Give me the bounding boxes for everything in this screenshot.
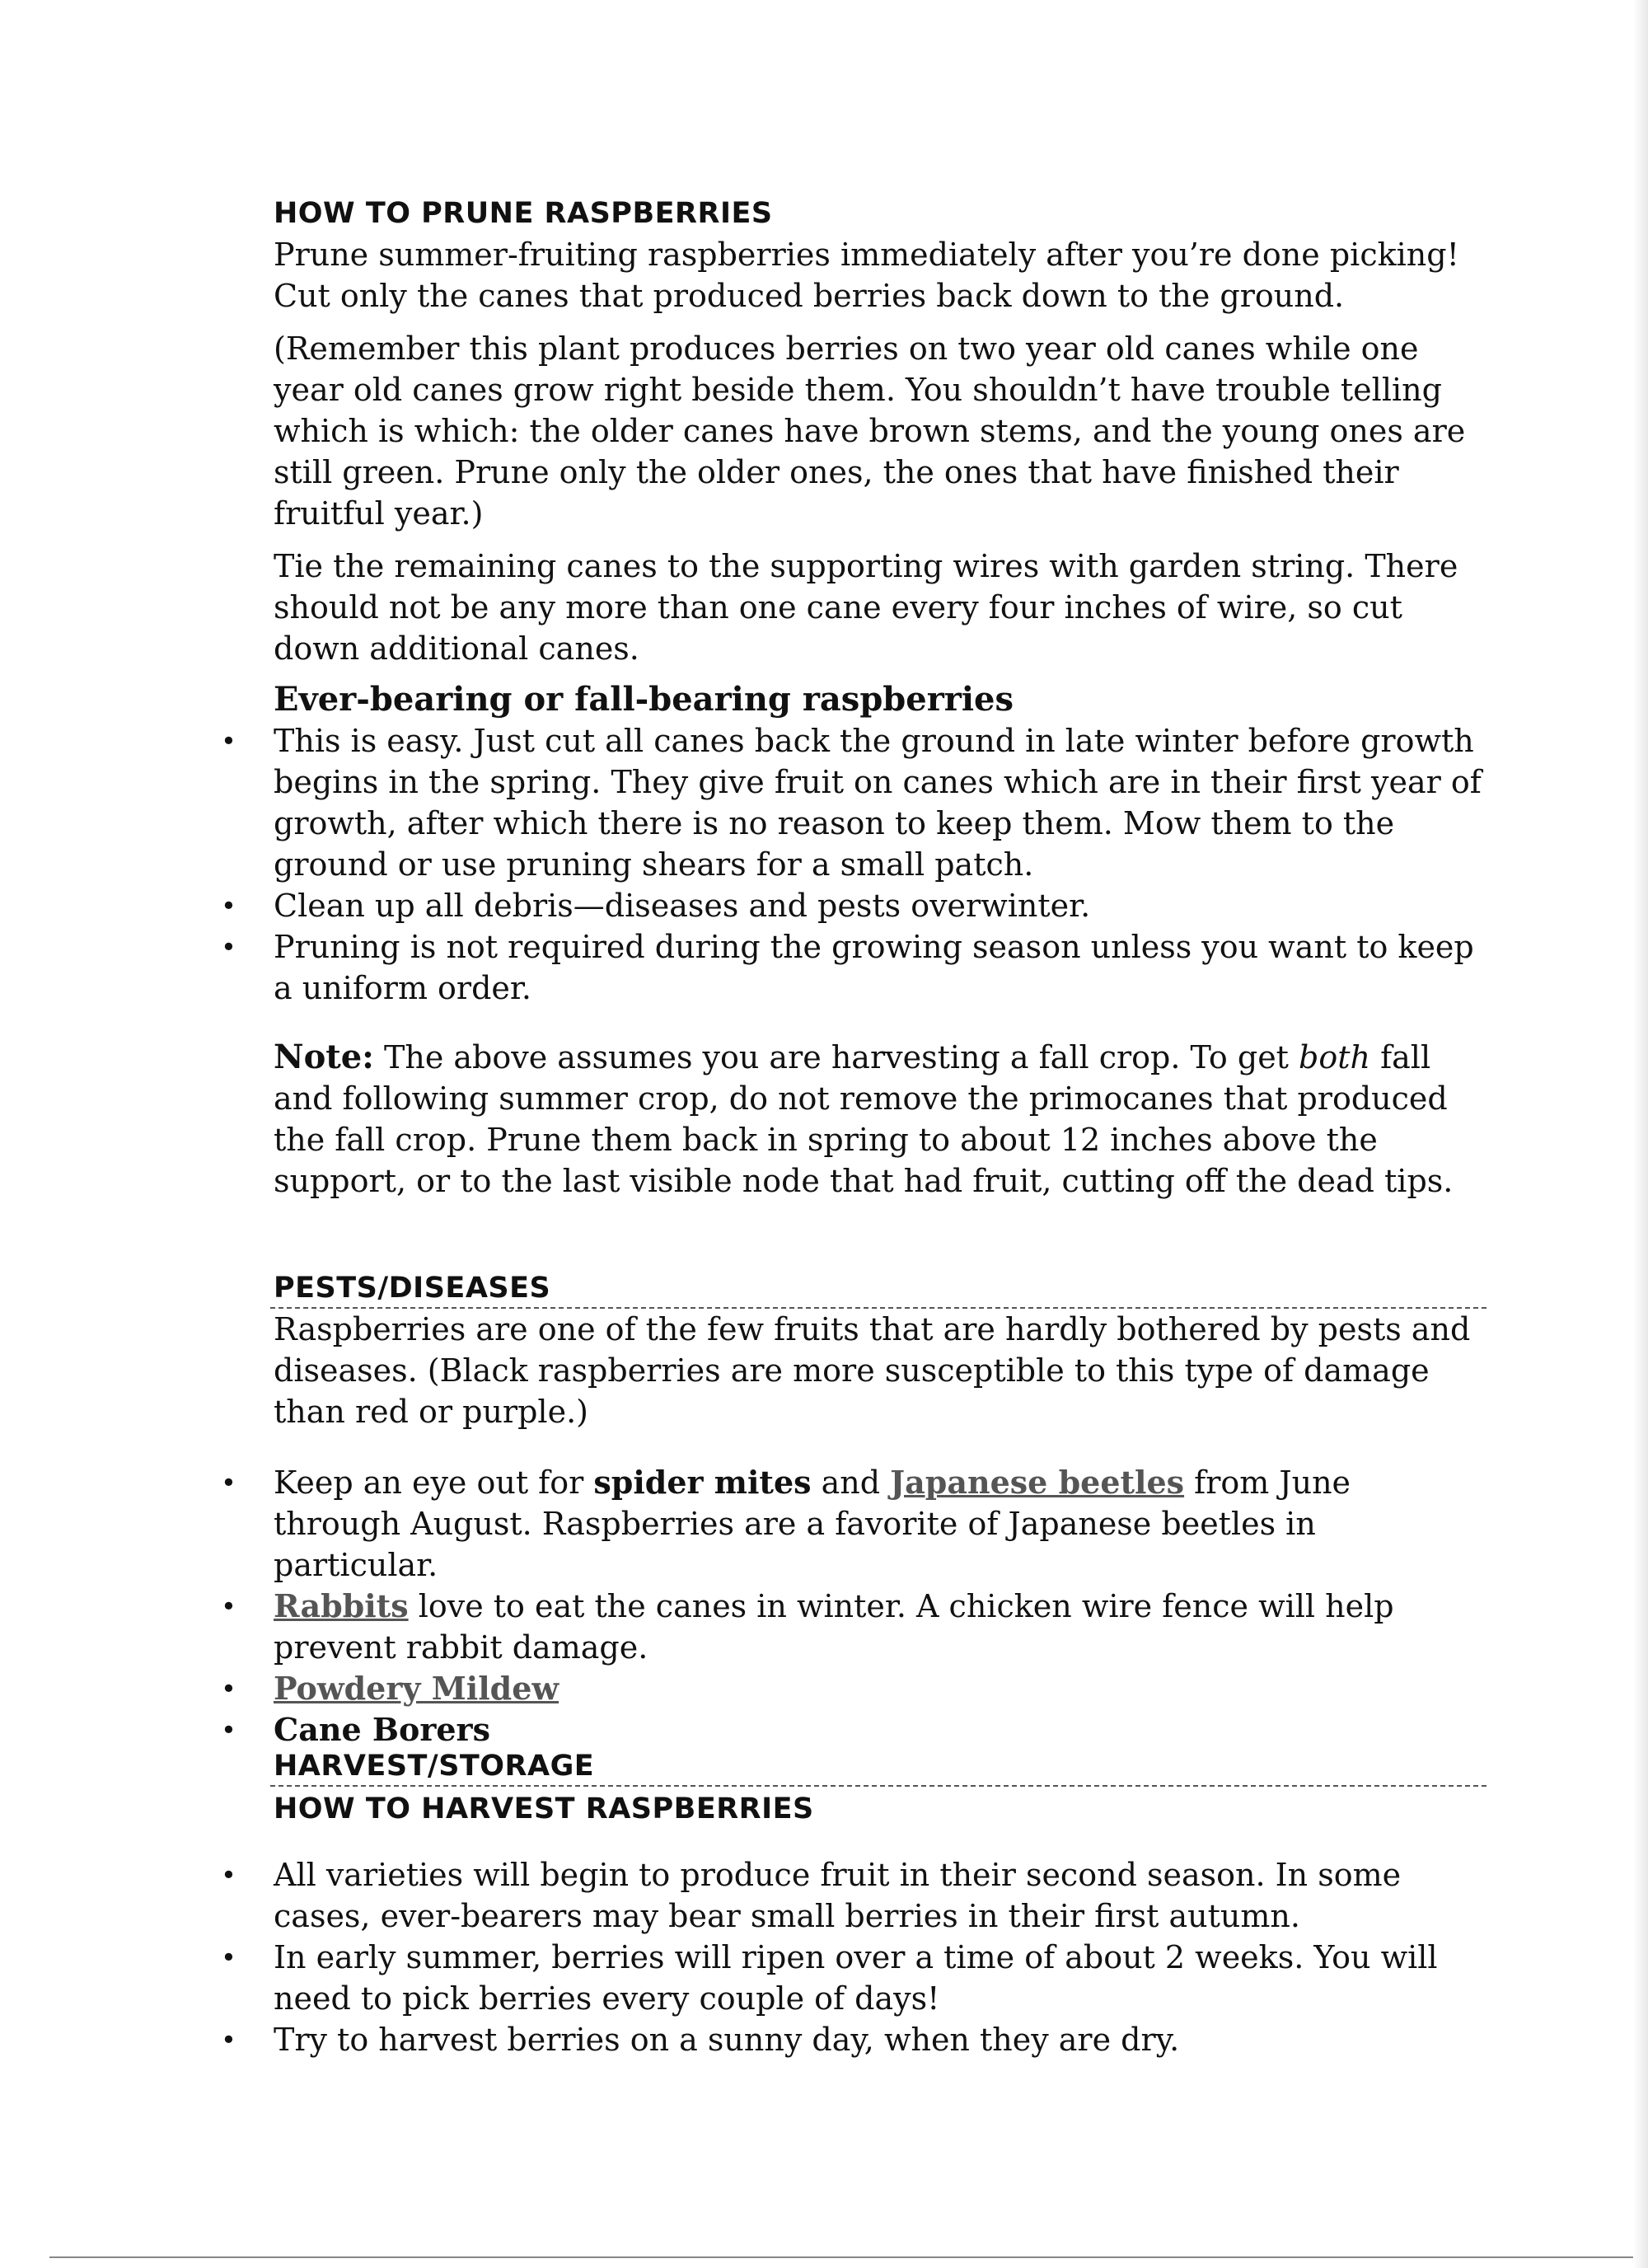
cane-borers-text: Cane Borers (274, 1711, 490, 1748)
pests-intro: Raspberries are one of the few fruits that are hardly bothered by pests and diseases. (Black raspberries are more susceptible to this type of damage than red or purple.) (274, 1311, 1471, 1430)
spider-mites-text: spider mites (593, 1464, 812, 1501)
pests-body (274, 1309, 1485, 1750)
list-item: • Try to harvest berries on a sunny day, when they are dry. (274, 2019, 1485, 2060)
pest-text: from June through August. Raspberries are a favorite of Japanese beetles in particular. (274, 1464, 1351, 1583)
page-edge-shadow (1633, 0, 1648, 2268)
list-item: • All varieties will begin to produce fruit in their second season. In some cases, ever-bearers may bear small berries in their first autumn. (274, 1854, 1485, 1937)
harvest-section (274, 1749, 1485, 1783)
pests-section (274, 1271, 1485, 1305)
harvest-body (274, 1792, 1485, 2060)
note-text-2: fall and following summer crop, do not remove the primocanes that produced the fall crop. Prune them back in spring to about 12 inches above the support, or to the last visible node that had fruit, cutting off the dead tips. (274, 1039, 1454, 1199)
list-item (274, 1668, 1485, 1709)
note-text-1: The above assumes you are harvesting a fall crop. To get (373, 1039, 1299, 1075)
harvest-heading: HARVEST/STORAGE (274, 1750, 595, 1783)
pest-text: love to eat the canes in winter. A chicken wire fence will help prevent rabbit damage. (274, 1588, 1394, 1666)
powdery-mildew-link[interactable]: Powdery Mildew (274, 1670, 559, 1707)
pest-text: and (811, 1464, 891, 1501)
note-emphasis: both (1299, 1039, 1370, 1075)
note-label: Note: (274, 1038, 374, 1076)
list-item: • In early summer, berries will ripen over a time of about 2 weeks. You will need to pick berries every couple of days! (274, 1937, 1485, 2019)
prune-paragraph-1: Prune summer-fruiting raspberries immediately after you’re done picking! Cut only the canes that produced berries back down to the ground. (274, 237, 1459, 314)
list-item (274, 1709, 1485, 1750)
prune-heading: HOW TO PRUNE RASPBERRIES (274, 197, 773, 230)
note-paragraph (274, 1037, 1485, 1202)
list-item: • This is easy. Just cut all canes back the ground in late winter before growth begins in the spring. They give fruit on canes which are in their first year of growth, after which there is no reason to keep them. Mow them to the ground or use pruning shears for a small patch. (274, 720, 1485, 885)
pests-list (274, 1462, 1485, 1750)
everbearing-list (274, 720, 1485, 1009)
everbearing-section (274, 720, 1485, 1202)
rabbits-link[interactable]: Rabbits (274, 1587, 409, 1624)
prune-paragraph-2: (Remember this plant produces berries on two year old canes while one year old canes grow right beside them. You shouldn’t have trouble telling which is which: the older canes have brown stems, and the young ones are still green. Prune only the older ones, the ones that have finished their fruitful year.) (274, 330, 1466, 532)
everbearing-heading: Ever-bearing or fall-bearing raspberries (274, 680, 1014, 719)
harvest-subheading: HOW TO HARVEST RASPBERRIES (274, 1792, 814, 1825)
japanese-beetles-link[interactable]: Japanese beetles (890, 1464, 1185, 1501)
prune-section (274, 196, 1485, 720)
page-bottom-edge (49, 2256, 1648, 2258)
harvest-list (274, 1854, 1485, 2060)
pests-heading: PESTS/DISEASES (274, 1272, 551, 1305)
list-item: • Clean up all debris—diseases and pests overwinter. (274, 885, 1485, 926)
harvest-divider (270, 1785, 1486, 1787)
pest-text: Keep an eye out for (274, 1464, 594, 1501)
list-item: • Pruning is not required during the growing season unless you want to keep a uniform order. (274, 926, 1485, 1009)
list-item (274, 1586, 1485, 1668)
list-item (274, 1462, 1485, 1586)
prune-paragraph-3: Tie the remaining canes to the supporting wires with garden string. There should not be any more than one cane every four inches of wire, so cut down additional canes. (274, 548, 1458, 667)
